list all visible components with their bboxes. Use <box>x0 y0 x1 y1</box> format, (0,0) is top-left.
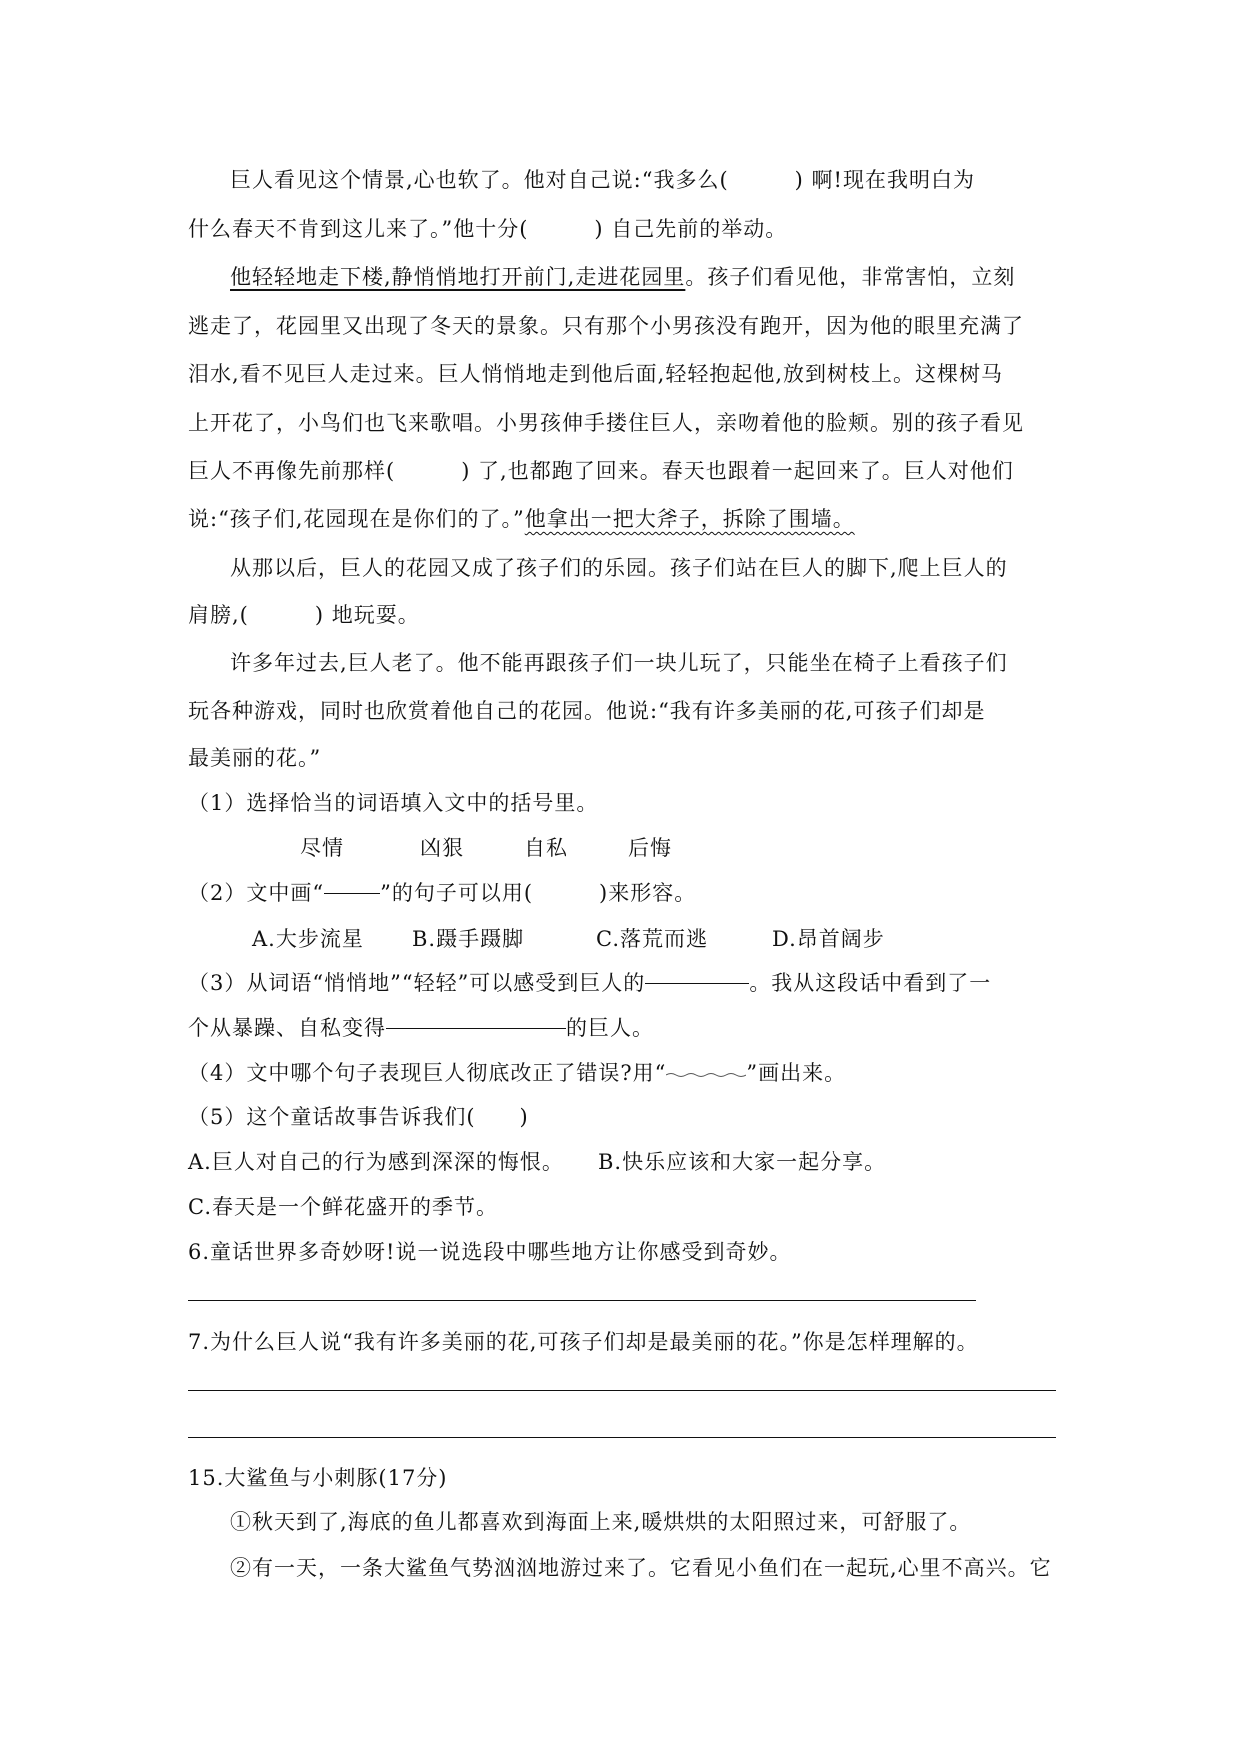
question-1: （1）选择恰当的词语填入文中的括号里。 <box>188 791 599 815</box>
word-option: 凶狠 <box>420 836 464 860</box>
word-option: 后悔 <box>628 836 672 860</box>
question-3-line1 <box>188 968 991 998</box>
passage-p2-line4: 上开花了，小鸟们也飞来歌唱。小男孩伸手搂住巨人，亲吻着他的脸颊。别的孩子看见 <box>188 411 1024 435</box>
section-15-para2: ②有一天，一条大鲨鱼气势汹汹地游过来了。它看见小鱼们在一起玩,心里不高兴。它 <box>230 1556 1052 1580</box>
answer-line[interactable] <box>188 1437 1056 1438</box>
passage-p2-line3: 泪水,看不见巨人走过来。巨人悄悄地走到他后面,轻轻抱起他,放到树枝上。这棵树马 <box>188 362 1004 386</box>
q3-line1-end: 。我从这段话中看到了一 <box>749 971 992 995</box>
choice-option: C.落荒而逃 <box>596 927 708 951</box>
passage-p4-line2: 玩各种游戏，同时也欣赏着他自己的花园。他说:“我有许多美丽的花,可孩子们却是 <box>188 699 986 723</box>
passage-p3-line2: 肩膀,( ) 地玩耍。 <box>188 603 420 627</box>
q3-line2-start: 个从暴躁、自私变得 <box>188 1016 386 1040</box>
q2-options <box>252 924 885 954</box>
choice-option: A.巨人对自己的行为感到深深的悔恨。 <box>188 1150 564 1174</box>
q2-end: ”的句子可以用( )来形容。 <box>380 881 697 905</box>
choice-option: B.快乐应该和大家一起分享。 <box>598 1150 887 1174</box>
q3-line1-start: （3）从词语“悄悄地”“轻轻”可以感受到巨人的 <box>188 971 646 995</box>
section-15-title: 15.大鲨鱼与小刺豚(17分) <box>188 1466 448 1490</box>
wavy-line-sample <box>666 1072 746 1078</box>
answer-line[interactable] <box>188 1300 976 1301</box>
passage-p1-line1: 巨人看见这个情景,心也软了。他对自己说:“我多么( ) 啊!现在我明白为 <box>230 168 975 192</box>
q4-start: （4）文中哪个句子表现巨人彻底改正了错误?用“ <box>188 1061 667 1085</box>
question-5: （5）这个童话故事告诉我们( ) <box>188 1105 529 1129</box>
passage-p2-line6-start: 说:“孩子们,花园现在是你们的了。” <box>188 507 525 531</box>
passage-p2-line5: 巨人不再像先前那样( ) 了,也都跑了回来。春天也跟着一起回来了。巨人对他们 <box>188 459 1014 483</box>
choice-option: D.昂首阔步 <box>772 927 885 951</box>
q3-line2-end: 的巨人。 <box>566 1016 654 1040</box>
passage-p1-line2: 什么春天不肯到这儿来了。”他十分( ) 自己先前的举动。 <box>188 217 788 241</box>
choice-option: B.蹑手蹑脚 <box>412 927 525 951</box>
word-option: 尽情 <box>300 836 344 860</box>
q5-option-c: C.春天是一个鲜花盛开的季节。 <box>188 1195 498 1219</box>
passage-p2-line2: 逃走了，花园里又出现了冬天的景象。只有那个小男孩没有跑开，因为他的眼里充满了 <box>188 314 1024 338</box>
question-2 <box>188 878 696 908</box>
q2-start: （2）文中画“ <box>188 881 325 905</box>
passage-p2-line1 <box>230 262 1015 292</box>
answer-line[interactable] <box>188 1390 1056 1391</box>
question-6: 6.童话世界多奇妙呀!说一说选段中哪些地方让你感受到奇妙。 <box>188 1240 792 1264</box>
section-15-para1: ①秋天到了,海底的鱼儿都喜欢到海面上来,暖烘烘的太阳照过来，可舒服了。 <box>230 1510 972 1534</box>
q5-options-row <box>188 1147 886 1177</box>
wavy-underlined-sentence: 他拿出一把大斧子，拆除了围墙。 <box>524 507 855 531</box>
answer-blank[interactable] <box>386 1028 566 1029</box>
underlined-sentence: 他轻轻地走下楼,静悄悄地打开前门,走进花园里 <box>230 265 686 289</box>
question-3-line2 <box>188 1013 654 1043</box>
straight-line-sample <box>324 893 380 894</box>
passage-p4-line3: 最美丽的花。” <box>188 746 322 770</box>
passage-p3-line1: 从那以后，巨人的花园又成了孩子们的乐园。孩子们站在巨人的脚下,爬上巨人的 <box>230 556 1008 580</box>
q4-end: ”画出来。 <box>746 1061 847 1085</box>
question-7: 7.为什么巨人说“我有许多美丽的花,可孩子们却是最美丽的花。”你是怎样理解的。 <box>188 1330 979 1354</box>
question-4 <box>188 1058 846 1088</box>
passage-p2-line1-rest: 。孩子们看见他，非常害怕，立刻 <box>685 265 1016 289</box>
choice-option: A.大步流星 <box>252 927 364 951</box>
passage-p2-line6 <box>188 504 855 534</box>
passage-p4-line1: 许多年过去,巨人老了。他不能再跟孩子们一块儿玩了，只能坐在椅子上看孩子们 <box>230 651 1008 675</box>
q1-word-bank <box>300 833 672 863</box>
word-option: 自私 <box>524 836 568 860</box>
answer-blank[interactable] <box>645 983 749 984</box>
